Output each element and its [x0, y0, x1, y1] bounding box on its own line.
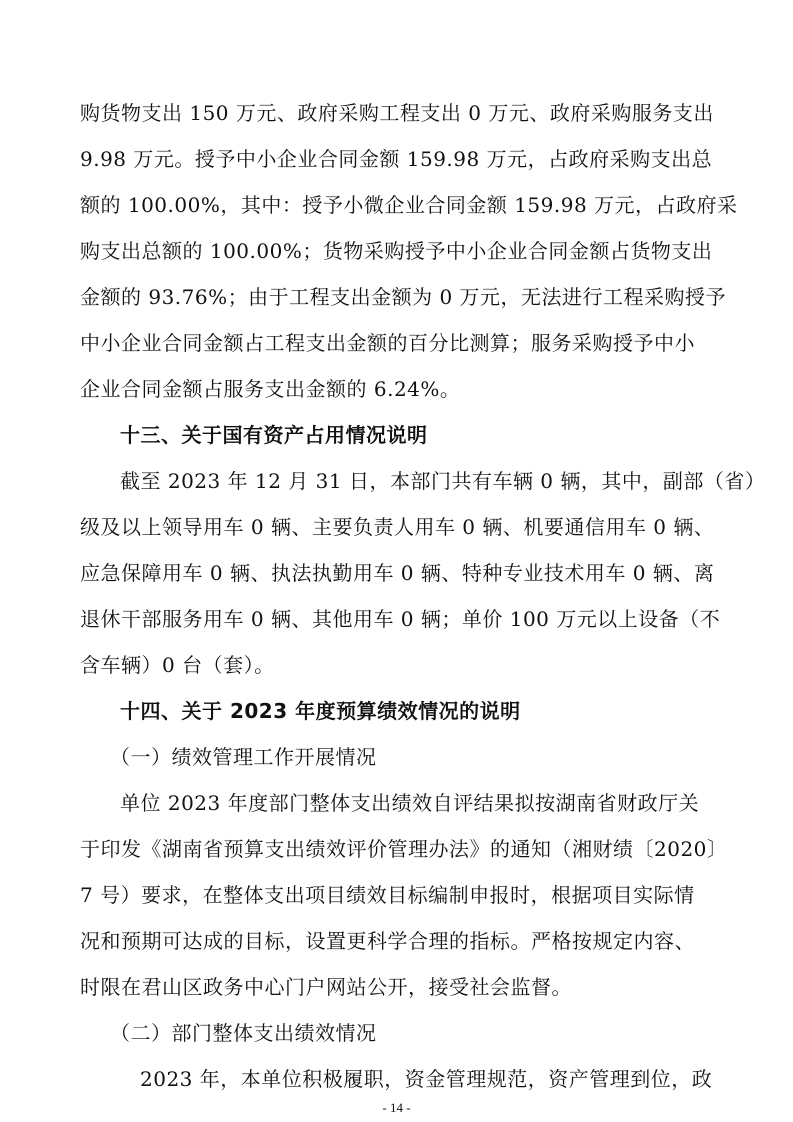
body-text-line: 7 号）要求，在整体支出项目绩效目标编制申报时，根据项目实际情: [80, 883, 695, 907]
section-heading: 十四、关于 2023 年度预算绩效情况的说明: [120, 699, 521, 723]
body-text-line: 含车辆）0 台（套）。: [80, 653, 275, 677]
body-text-line: 应急保障用车 0 辆、执法执勤用车 0 辆、特种专业技术用车 0 辆、离: [80, 561, 715, 585]
body-text-line: 截至 2023 年 12 月 31 日，本部门共有车辆 0 辆，其中，副部（省）: [120, 469, 766, 493]
body-text-line: 于印发《湖南省预算支出绩效评价管理办法》的通知（湘财绩〔2020〕: [80, 837, 728, 861]
body-text-line: 购货物支出 150 万元、政府采购工程支出 0 万元、政府采购服务支出: [80, 101, 714, 125]
body-text-line: 额的 100.00%，其中：授予小微企业合同金额 159.98 万元，占政府采: [80, 193, 738, 217]
body-text-line: 金额的 93.76%；由于工程支出金额为 0 万元，无法进行工程采购授予: [80, 285, 727, 309]
subsection-heading: （二）部门整体支出绩效情况: [110, 1021, 377, 1045]
body-text-line: 2023 年，本单位积极履职，资金管理规范，资产管理到位，政: [140, 1067, 713, 1091]
body-text-line: 企业合同金额占服务支出金额的 6.24%。: [80, 377, 461, 401]
subsection-heading: （一）绩效管理工作开展情况: [110, 745, 377, 769]
body-text-line: 单位 2023 年度部门整体支出绩效自评结果拟按湖南省财政厅关: [120, 791, 700, 815]
body-text-line: 购支出总额的 100.00%；货物采购授予中小企业合同金额占货物支出: [80, 239, 713, 263]
section-heading: 十三、关于国有资产占用情况说明: [120, 423, 428, 447]
body-text-line: 时限在君山区政务中心门户网站公开，接受社会监督。: [80, 975, 572, 999]
body-text-line: 况和预期可达成的目标，设置更科学合理的指标。严格按规定内容、: [80, 929, 695, 953]
body-text-line: 9.98 万元。授予中小企业合同金额 159.98 万元，占政府采购支出总: [80, 147, 713, 171]
page-number: - 14 -: [382, 1100, 411, 1115]
body-text-line: 退休干部服务用车 0 辆、其他用车 0 辆；单价 100 万元以上设备（不: [80, 607, 721, 631]
body-text-line: 中小企业合同金额占工程支出金额的百分比测算；服务采购授予中小: [80, 331, 695, 355]
body-text-line: 级及以上领导用车 0 辆、主要负责人用车 0 辆、机要通信用车 0 辆、: [80, 515, 715, 539]
